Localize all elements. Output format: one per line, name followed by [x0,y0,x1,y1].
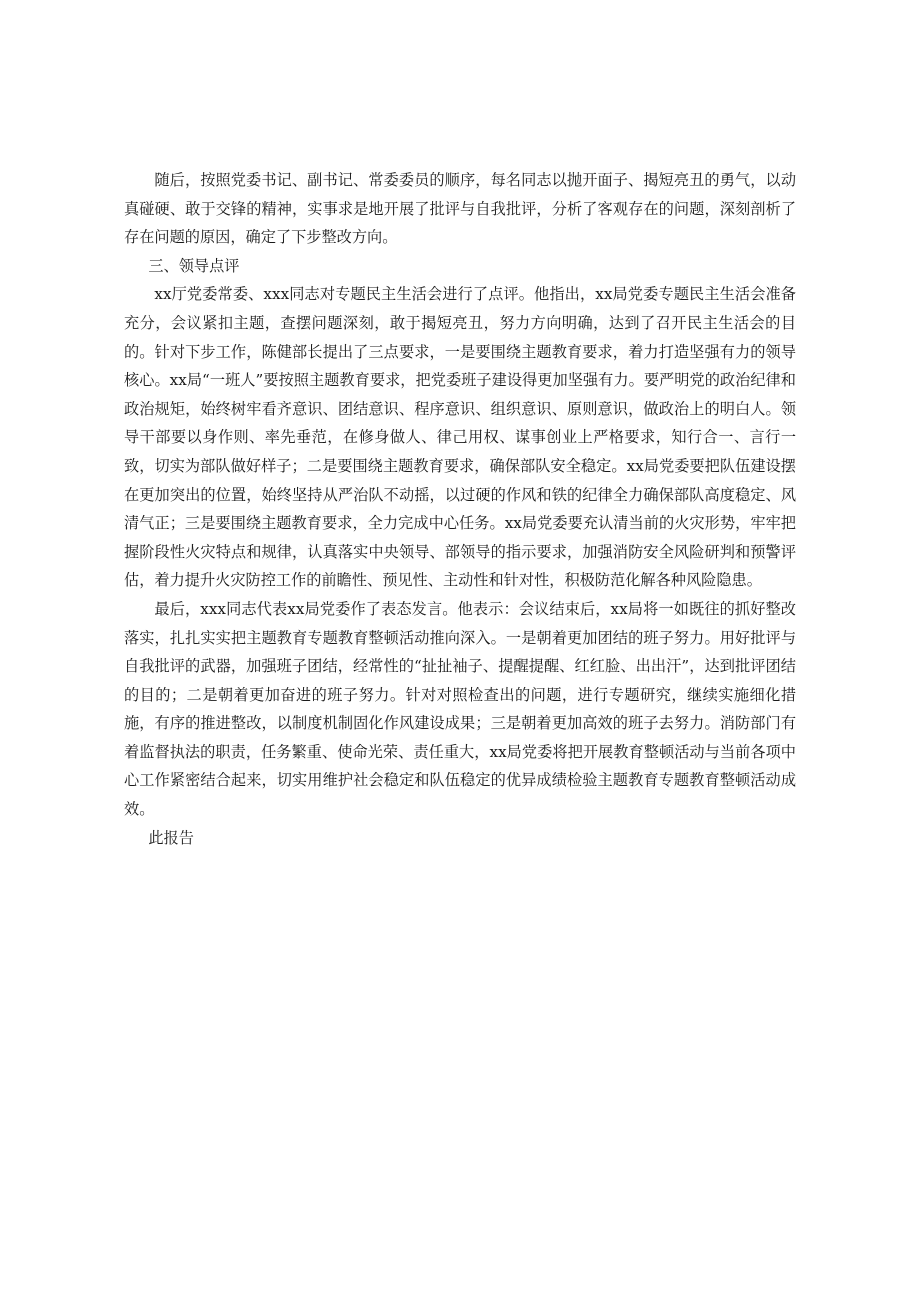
section-heading-leader-review: 三、领导点评 [148,256,240,275]
paragraph-statement: 最后，xxx同志代表xx局党委作了表态发言。他表示：会议结束后，xx局将一如既往的抓好整改落实，扎扎实实把主题教育专题教育整顿活动推向深入。一是朝着更加团结的班子努力。用好批评与自我批评的武器，加强班子团结，经常性的“扯扯袖子、提醒提醒、红红脸、出出汗”，达到批评团结的目的；二是朝着更加奋进的班子努力。针对对照检查出的问题，进行专题研究，继续实施细化措施，有序的推进整改，以制度机制固化作风建设成果；三是朝着更加高效的班子去努力。消防部门有着监督执法的职责，任务繁重、使命光荣、责任重大，xx局党委将把开展教育整顿活动与当前各项中心工作紧密结合起来，切实用维护社会稳定和队伍稳定的优异成绩检验主题教育专题教育整顿活动成效。 [124,599,796,819]
closing-line: 此报告 [148,828,194,847]
document-body [124,166,796,852]
paragraph-criticism: 随后，按照党委书记、副书记、常委委员的顺序，每名同志以抛开面子、揭短亮丑的勇气，以动真碰硬、敢于交锋的精神，实事求是地开展了批评与自我批评，分析了客观存在的问题，深刻剖析了存在问题的原因，确定了下步整改方向。 [124,171,796,247]
paragraph-leader-review: xx厅党委常委、xxx同志对专题民主生活会进行了点评。他指出，xx局党委专题民主生活会准备充分，会议紧扣主题，查摆问题深刻，敢于揭短亮丑，努力方向明确，达到了召开民主生活会的目的。针对下步工作，陈健部长提出了三点要求，一是要围绕主题教育要求，着力打造坚强有力的领导核心。xx局“一班人”要按照主题教育要求，把党委班子建设得更加坚强有力。要严明党的政治纪律和政治规矩，始终树牢看齐意识、团结意识、程序意识、组织意识、原则意识，做政治上的明白人。领导干部要以身作则、率先垂范，在修身做人、律己用权、谋事创业上严格要求，知行合一、言行一致，切实为部队做好样子；二是要围绕主题教育要求，确保部队安全稳定。xx局党委要把队伍建设摆在更加突出的位置，始终坚持从严治队不动摇，以过硬的作风和铁的纪律全力确保部队高度稳定、风清气正；三是要围绕主题教育要求，全力完成中心任务。xx局党委要充认清当前的火灾形势，牢牢把握阶段性火灾特点和规律，认真落实中央领导、部领导的指示要求，加强消防安全风险研判和预警评估，着力提升火灾防控工作的前瞻性、预见性、主动性和针对性，积极防范化解各种风险隐患。 [124,285,796,590]
